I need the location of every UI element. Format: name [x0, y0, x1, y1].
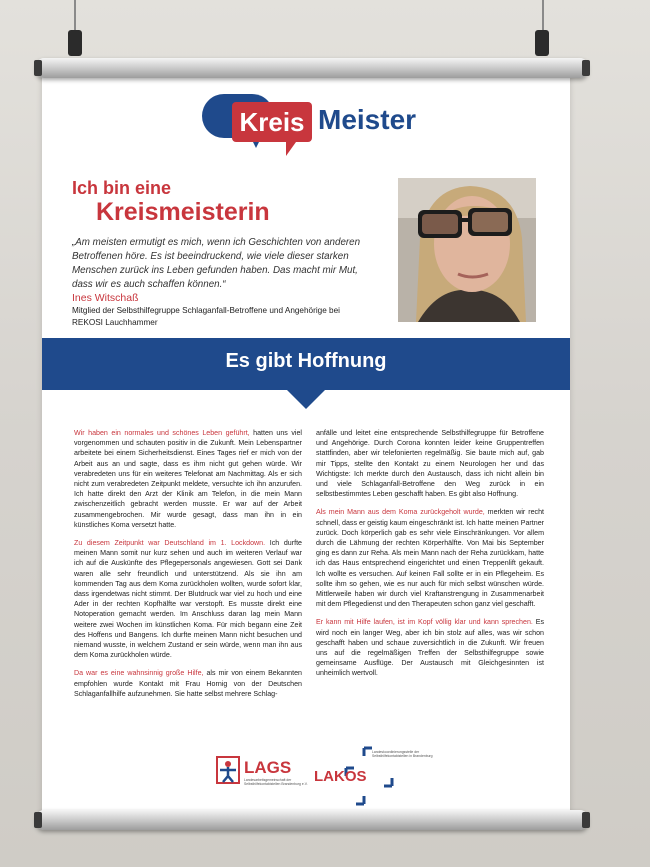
lags-logo-icon: [216, 756, 240, 784]
title-big: Kreismeisterin: [96, 198, 270, 226]
logo-meister: Meister: [318, 104, 417, 135]
author-role: Mitglied der Selbsthilfegruppe Schlaganfall-Betroffene und Angehörige bei REKOSI Lauchhammer: [72, 306, 340, 327]
poster-rail-top: [36, 58, 588, 78]
lakos-logo-text: LAKOS: [314, 768, 367, 785]
rail-cap: [582, 60, 590, 76]
paragraph: anfälle und leitet eine entsprechende Selbsthilfegruppe für Betroffene und Angehörige. Durch Corona konnten leider keine Gruppentreffen stattfinden, aber wir telefonierten regelmäßig. Sie baute mich auf, gab mir Tipps, stellte den Kontakt zu einem Neurologen her und das Wichtigste: Ich merkte durch den Austausch, dass ich nicht allein bin und viele Schlaganfall-Betroffene den Weg zurück in ein selbstbestimmtes Leben geschafft haben. Es gibt also Hoffnung.: [316, 429, 544, 499]
logo-kreis: Kreis: [232, 102, 312, 142]
paragraph: Als mein Mann aus dem Koma zurückgeholt wurde, merkten wir recht schnell, dass er geistig kaum eingeschränkt ist. Ich hatte meinen Partner zurück. Doch körperlich gab es sehr viele Einschränkungen. Vor allem durch die Lähmung der rechten Körperhälfte. Von Mai bis September ging es dann zur Reha. Als mein Mann nach der Reha zurückkam, hatte ich das Haus entsprechend eingerichtet und einen Treppenlift gekauft. Ich wollte es versuchen. Auf keinen Fall sollte er in ein Pflegeheim. Es sollte ihm so gehen, wie es nur auch für mich selbst wünschen würde. Mittlerweile haben wir durch viel Kraftanstrengung in Zusammenarbeit mit dem Pflegedienst und den Therapeuten schon ganz viel geschafft.: [316, 508, 544, 609]
poster-rail-bottom: [36, 810, 588, 830]
hanging-clip-left: [68, 30, 82, 56]
banner: [42, 338, 570, 390]
rail-cap: [582, 812, 590, 828]
speech-bubble-red-tail: [286, 142, 296, 156]
paragraph: Wir haben ein normales und schönes Leben geführt, hatten uns viel vorgenommen und schauten positiv in die Zukunft. Mein Lebenspartner arbeitete bei einem Sicherheitsdienst. Eines Tages rief er mich von der Arbeit aus an und sagte, dass es ihm nicht gut gehen würde. Wir verabredeten uns für ein weiteres Telefonat am Nachmittag. Als er sich nicht zum verabredeten Zeitpunkt meldete, versuchte ich ihn anzurufen. Ich hatte direkt den Arzt der Klinik am Telefon, in die mein Mann zwischenzeitlich gebracht werden musste. Er war auf der Arbeit zusammengebrochen. Mir wurde gesagt, dass man ihn in ein künstliches Koma versetzt hatte.: [74, 429, 303, 529]
hanging-clip-right: [535, 30, 549, 56]
rail-cap: [34, 812, 42, 828]
lakos-subtitle: Landeskoordinierungsstelle der Selbsthilfekontaktstellen in Brandenburg: [372, 750, 433, 759]
lags-subtitle: Landesarbeitsgemeinschaft der Selbsthilfekontaktstellen Brandenburg e.V.: [244, 778, 308, 787]
body-column-right: [316, 428, 544, 687]
quote: „Am meisten ermutigt es mich, wenn ich Geschichten von anderen Betroffenen höre. Es ist beeindruckend, wie viele dieser starken Menschen zurück ins Leben gefunden haben. Das macht mir Mut, dass wir es auch schaffen können.“: [72, 237, 361, 290]
title-small: Ich bin eine: [72, 178, 172, 198]
poster: [42, 72, 570, 816]
paragraph: Zu diesem Zeitpunkt war Deutschland im 1. Lockdown. Ich durfte meinen Mann somit nur kurz sehen und auch im weiteren Verlauf war ich auf die Auskünfte des Pflegepersonals angewiesen. Gott sei Dank waren alle sehr freundlich und unterstützend. Als sie ihn am kommenden Tag aus dem Koma zurückholen wollten, wurde sofort klar, dass irgendetwas nicht stimmt. Der Blutdruck war viel zu hoch und eine Ader in der rechten Kopfhälfte war verstopft. Es musste direkt eine Notoperation gemacht werden. Im Anschluss daran lag mein Mann weitere zwei Wochen im künstlichen Koma. Für mich begann eine Zeit des Hoffens und Bangens. Ich durfte meinen Mann nicht besuchen und niemand wusste, in welchem Zustand er sein würde, wenn man ihn aus dem Koma zurückholen würde.: [74, 539, 302, 660]
footer-logos: [42, 736, 570, 816]
paragraph: Er kann mit Hilfe laufen, ist im Kopf völlig klar und kann sprechen. Es wird noch ein langer Weg, aber ich bin stolz auf alles, was wir schon geschafft haben und schaue zuversichtlich in die Zukunft. Wir freuen uns auf die regelmäßigen Treffen der Selbsthilfegruppe sowie gemeinsame Ausflüge. Der Austausch mit Gleichgesinnten ist unheimlich wertvoll.: [316, 618, 544, 678]
author-name: Ines Witschaß: [72, 292, 139, 304]
banner-title: Es gibt Hoffnung: [225, 350, 387, 372]
banner-pointer: [286, 389, 326, 409]
rail-cap: [34, 60, 42, 76]
body-column-left: [74, 428, 302, 707]
lags-logo-text: LAGS: [244, 758, 292, 777]
kreismeister-logo: [202, 90, 442, 160]
portrait-photo: [398, 178, 536, 322]
paragraph: Da war es eine wahnsinnig große Hilfe, als mir von einem Bekannten empfohlen wurde Kontakt mit Frau Hornig von der Deutschen Schlaganfallhilfe aufzunehmen. Sie hatte selbst mehrere Schlag-: [74, 669, 302, 698]
